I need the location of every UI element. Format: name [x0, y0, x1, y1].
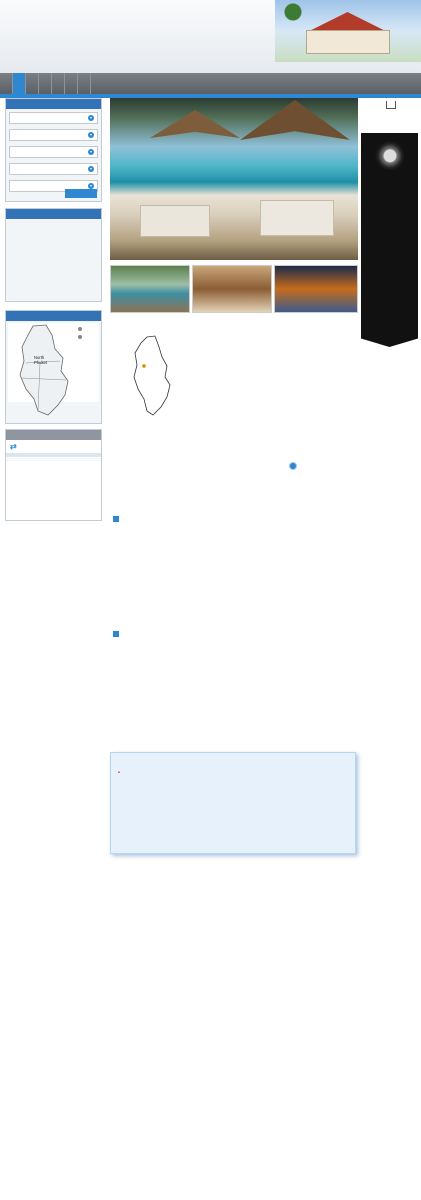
photo-daybed: [260, 200, 334, 236]
table-row: [129, 454, 229, 456]
browse-sale-title: [6, 209, 101, 219]
detail-label: [231, 380, 309, 390]
detail-label: [231, 401, 309, 411]
dropdown-arrow-icon: [88, 166, 94, 172]
section-bullet-icon: [113, 516, 119, 522]
detail-value: [309, 349, 356, 359]
dropdown-arrow-icon: [88, 132, 94, 138]
detail-value: [309, 390, 356, 400]
detail-value: [309, 421, 356, 431]
phuket-map[interactable]: [8, 323, 99, 402]
award-crest-icon: [375, 139, 405, 181]
detail-label: [231, 421, 309, 431]
detail-label: [231, 370, 309, 380]
detail-value: [309, 360, 356, 370]
table-row: [231, 421, 356, 431]
inquiry-form: [110, 752, 356, 854]
phuket-map-shape: [8, 323, 99, 419]
detail-value: [309, 411, 356, 421]
nav-about-us[interactable]: [52, 73, 65, 94]
search-button[interactable]: [65, 189, 97, 198]
form-required-note: •: [118, 770, 120, 776]
table-row: [231, 360, 356, 370]
dropdown-arrow-icon: [88, 149, 94, 155]
nav-property-for-rent[interactable]: [26, 73, 39, 94]
location-map-shape: [125, 333, 185, 418]
currency-box: [5, 429, 102, 521]
cart-icon[interactable]: [386, 101, 396, 109]
detail-value: [309, 380, 356, 390]
main-nav: [0, 73, 421, 94]
currency-title: [6, 430, 101, 440]
table-row: [231, 349, 356, 359]
dropdown-arrow-icon: [88, 115, 94, 121]
detail-label: [231, 360, 309, 370]
header-palm-image: [283, 2, 303, 52]
currency-footer: [6, 462, 101, 466]
photo-daybed: [140, 205, 210, 237]
map-area-north: North: [34, 355, 45, 360]
nav-list-your-property[interactable]: [65, 73, 78, 94]
inquire-heading: [113, 631, 127, 637]
map-legend-rent: [78, 335, 85, 341]
header-house-wall: [306, 30, 390, 54]
description-heading: [113, 516, 127, 522]
detail-value: [309, 339, 356, 349]
fact-label: [129, 454, 176, 456]
table-row: [231, 380, 356, 390]
map-search-box: [5, 310, 102, 424]
fact-value: [176, 454, 229, 456]
table-row: [231, 339, 356, 349]
detail-value: [309, 370, 356, 380]
nav-contact[interactable]: [39, 73, 52, 94]
location-mini-map: [125, 333, 185, 418]
thumbnail-1[interactable]: [110, 265, 190, 313]
nav-home[interactable]: [0, 73, 13, 94]
select-property-type[interactable]: [9, 129, 98, 141]
table-row: [231, 401, 356, 411]
award-banner[interactable]: [361, 133, 418, 347]
detail-value: [309, 401, 356, 411]
detail-label: [231, 390, 309, 400]
fact-sheet-table: [129, 446, 229, 456]
exchange-rates-brand: [6, 440, 101, 453]
select-region[interactable]: [9, 146, 98, 158]
map-search-title: [6, 311, 101, 321]
currency-table: [6, 453, 101, 462]
detail-label: [231, 339, 309, 349]
nav-property-for-sale[interactable]: [13, 73, 26, 94]
quick-search-box: [5, 98, 102, 202]
site-header: [0, 0, 421, 73]
detail-label: [231, 411, 309, 421]
select-district[interactable]: [9, 163, 98, 175]
svg-text:Phuket: Phuket: [34, 360, 48, 365]
table-row: [231, 390, 356, 400]
detail-label: [231, 349, 309, 359]
property-details-table: [231, 339, 356, 432]
map-legend-buy: [78, 327, 85, 333]
browse-sale-box: [5, 208, 102, 302]
thumbnail-3[interactable]: [274, 265, 358, 313]
exchange-icon: ⇄: [10, 442, 17, 451]
quick-search-title: [6, 99, 101, 109]
make-inquiry-icon[interactable]: [289, 462, 297, 470]
thumbnail-2[interactable]: [192, 265, 272, 313]
browse-link-buyers-guide[interactable]: [6, 248, 101, 253]
table-row: [231, 411, 356, 421]
select-holiday-rental[interactable]: [9, 112, 98, 124]
table-row: [231, 370, 356, 380]
nav-buyers-guide[interactable]: [78, 73, 91, 94]
section-bullet-icon: [113, 631, 119, 637]
